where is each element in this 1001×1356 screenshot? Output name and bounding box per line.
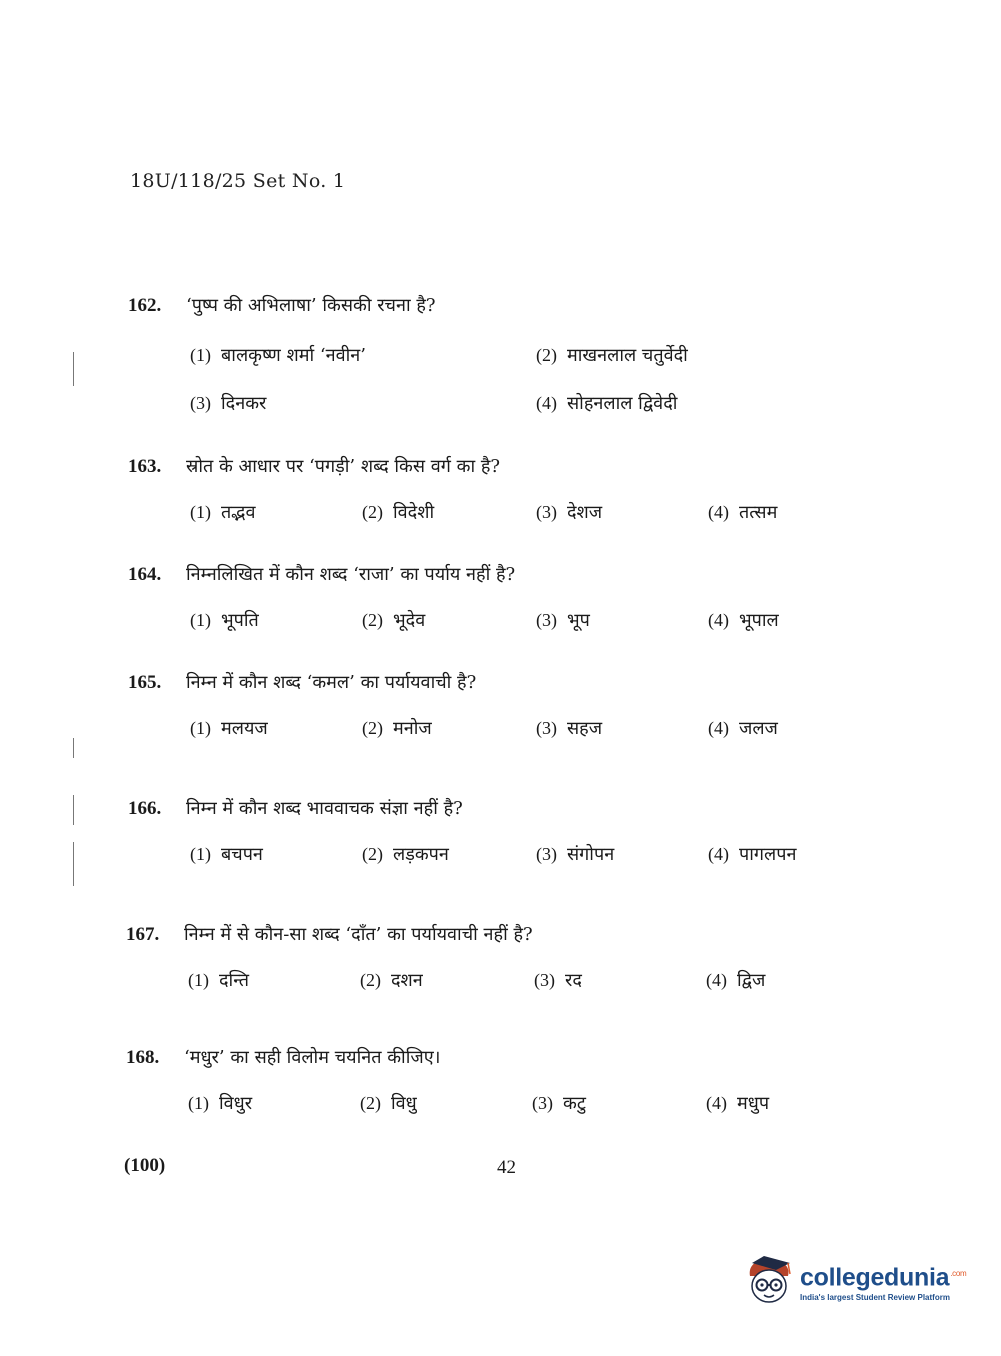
question-text: निम्नलिखित में कौन शब्द ‘राजा’ का पर्याय नहीं है? — [186, 564, 516, 585]
option-4: (4) मधुप — [706, 1093, 770, 1114]
collegedunia-watermark — [742, 1250, 972, 1312]
footer-code: (100) — [124, 1155, 166, 1176]
question-text: ‘मधुर’ का सही विलोम चयनित कीजिए। — [184, 1047, 441, 1068]
brand-tagline: India's largest Student Review Platform — [800, 1293, 950, 1303]
question-number: 165. — [128, 672, 162, 693]
page-number: 42 — [497, 1157, 516, 1178]
question-number: 162. — [128, 295, 162, 316]
question-166 — [128, 796, 908, 872]
question-number: 166. — [128, 798, 162, 819]
question-number: 168. — [126, 1047, 160, 1068]
question-text: निम्न में कौन शब्द भाववाचक संज्ञा नहीं है? — [186, 798, 463, 819]
margin-mark — [73, 842, 74, 886]
option-1: (1) बालकृष्ण शर्मा ‘नवीन’ — [190, 345, 366, 366]
option-1: (1) भूपति — [190, 610, 259, 631]
brand-name: collegedunia$^{.com}$ — [800, 1263, 967, 1292]
question-162 — [128, 293, 908, 423]
option-2: (2) दशन — [360, 970, 423, 991]
option-3: (3) दिनकर — [190, 393, 267, 414]
option-4: (4) जलज — [708, 718, 778, 739]
options-list — [190, 343, 908, 423]
question-text: निम्न में से कौन-सा शब्द ‘दाँत’ का पर्यायवाची नहीं है? — [184, 924, 533, 945]
question-164 — [128, 562, 908, 638]
question-165 — [128, 670, 908, 746]
option-3: (3) सहज — [536, 718, 603, 739]
margin-mark — [73, 352, 74, 386]
question-163 — [128, 454, 908, 530]
set-code-header: 18U/118/25 Set No. 1 — [130, 170, 346, 192]
option-3: (3) भूप — [536, 610, 590, 631]
options-list — [190, 608, 908, 638]
options-list — [190, 716, 908, 746]
option-2: (2) लड़कपन — [362, 844, 449, 865]
question-text: निम्न में कौन शब्द ‘कमल’ का पर्यायवाची है? — [186, 672, 477, 693]
option-2: (2) माखनलाल चतुर्वेदी — [536, 345, 688, 366]
margin-mark — [73, 795, 74, 825]
option-4: (4) तत्सम — [708, 502, 778, 523]
option-2: (2) विधु — [360, 1093, 417, 1114]
mascot-logo-icon — [742, 1254, 796, 1308]
question-167 — [126, 922, 906, 998]
question-168 — [126, 1045, 906, 1121]
option-1: (1) बचपन — [190, 844, 263, 865]
option-2: (2) भूदेव — [362, 610, 426, 631]
option-4: (4) द्विज — [706, 970, 766, 991]
option-2: (2) विदेशी — [362, 502, 435, 523]
option-3: (3) रद — [534, 970, 582, 991]
margin-mark — [73, 738, 74, 758]
question-number: 163. — [128, 456, 162, 477]
option-4: (4) पागलपन — [708, 844, 797, 865]
option-3: (3) संगोपन — [536, 844, 615, 865]
options-list — [190, 500, 908, 530]
options-list — [188, 1091, 906, 1121]
option-2: (2) मनोज — [362, 718, 432, 739]
option-4: (4) सोहनलाल द्विवेदी — [536, 393, 678, 414]
option-1: (1) विधुर — [188, 1093, 253, 1114]
question-text: ‘पुष्प की अभिलाषा’ किसकी रचना है? — [186, 295, 436, 316]
question-text: स्रोत के आधार पर ‘पगड़ी’ शब्द किस वर्ग का है? — [186, 456, 501, 477]
question-number: 167. — [126, 924, 160, 945]
option-3: (3) देशज — [536, 502, 603, 523]
option-1: (1) मलयज — [190, 718, 268, 739]
option-1: (1) दन्ति — [188, 970, 250, 991]
options-list — [188, 968, 906, 998]
question-number: 164. — [128, 564, 162, 585]
option-4: (4) भूपाल — [708, 610, 779, 631]
options-list — [190, 842, 908, 872]
option-3: (3) कटु — [532, 1093, 586, 1114]
option-1: (1) तद्भव — [190, 502, 256, 523]
